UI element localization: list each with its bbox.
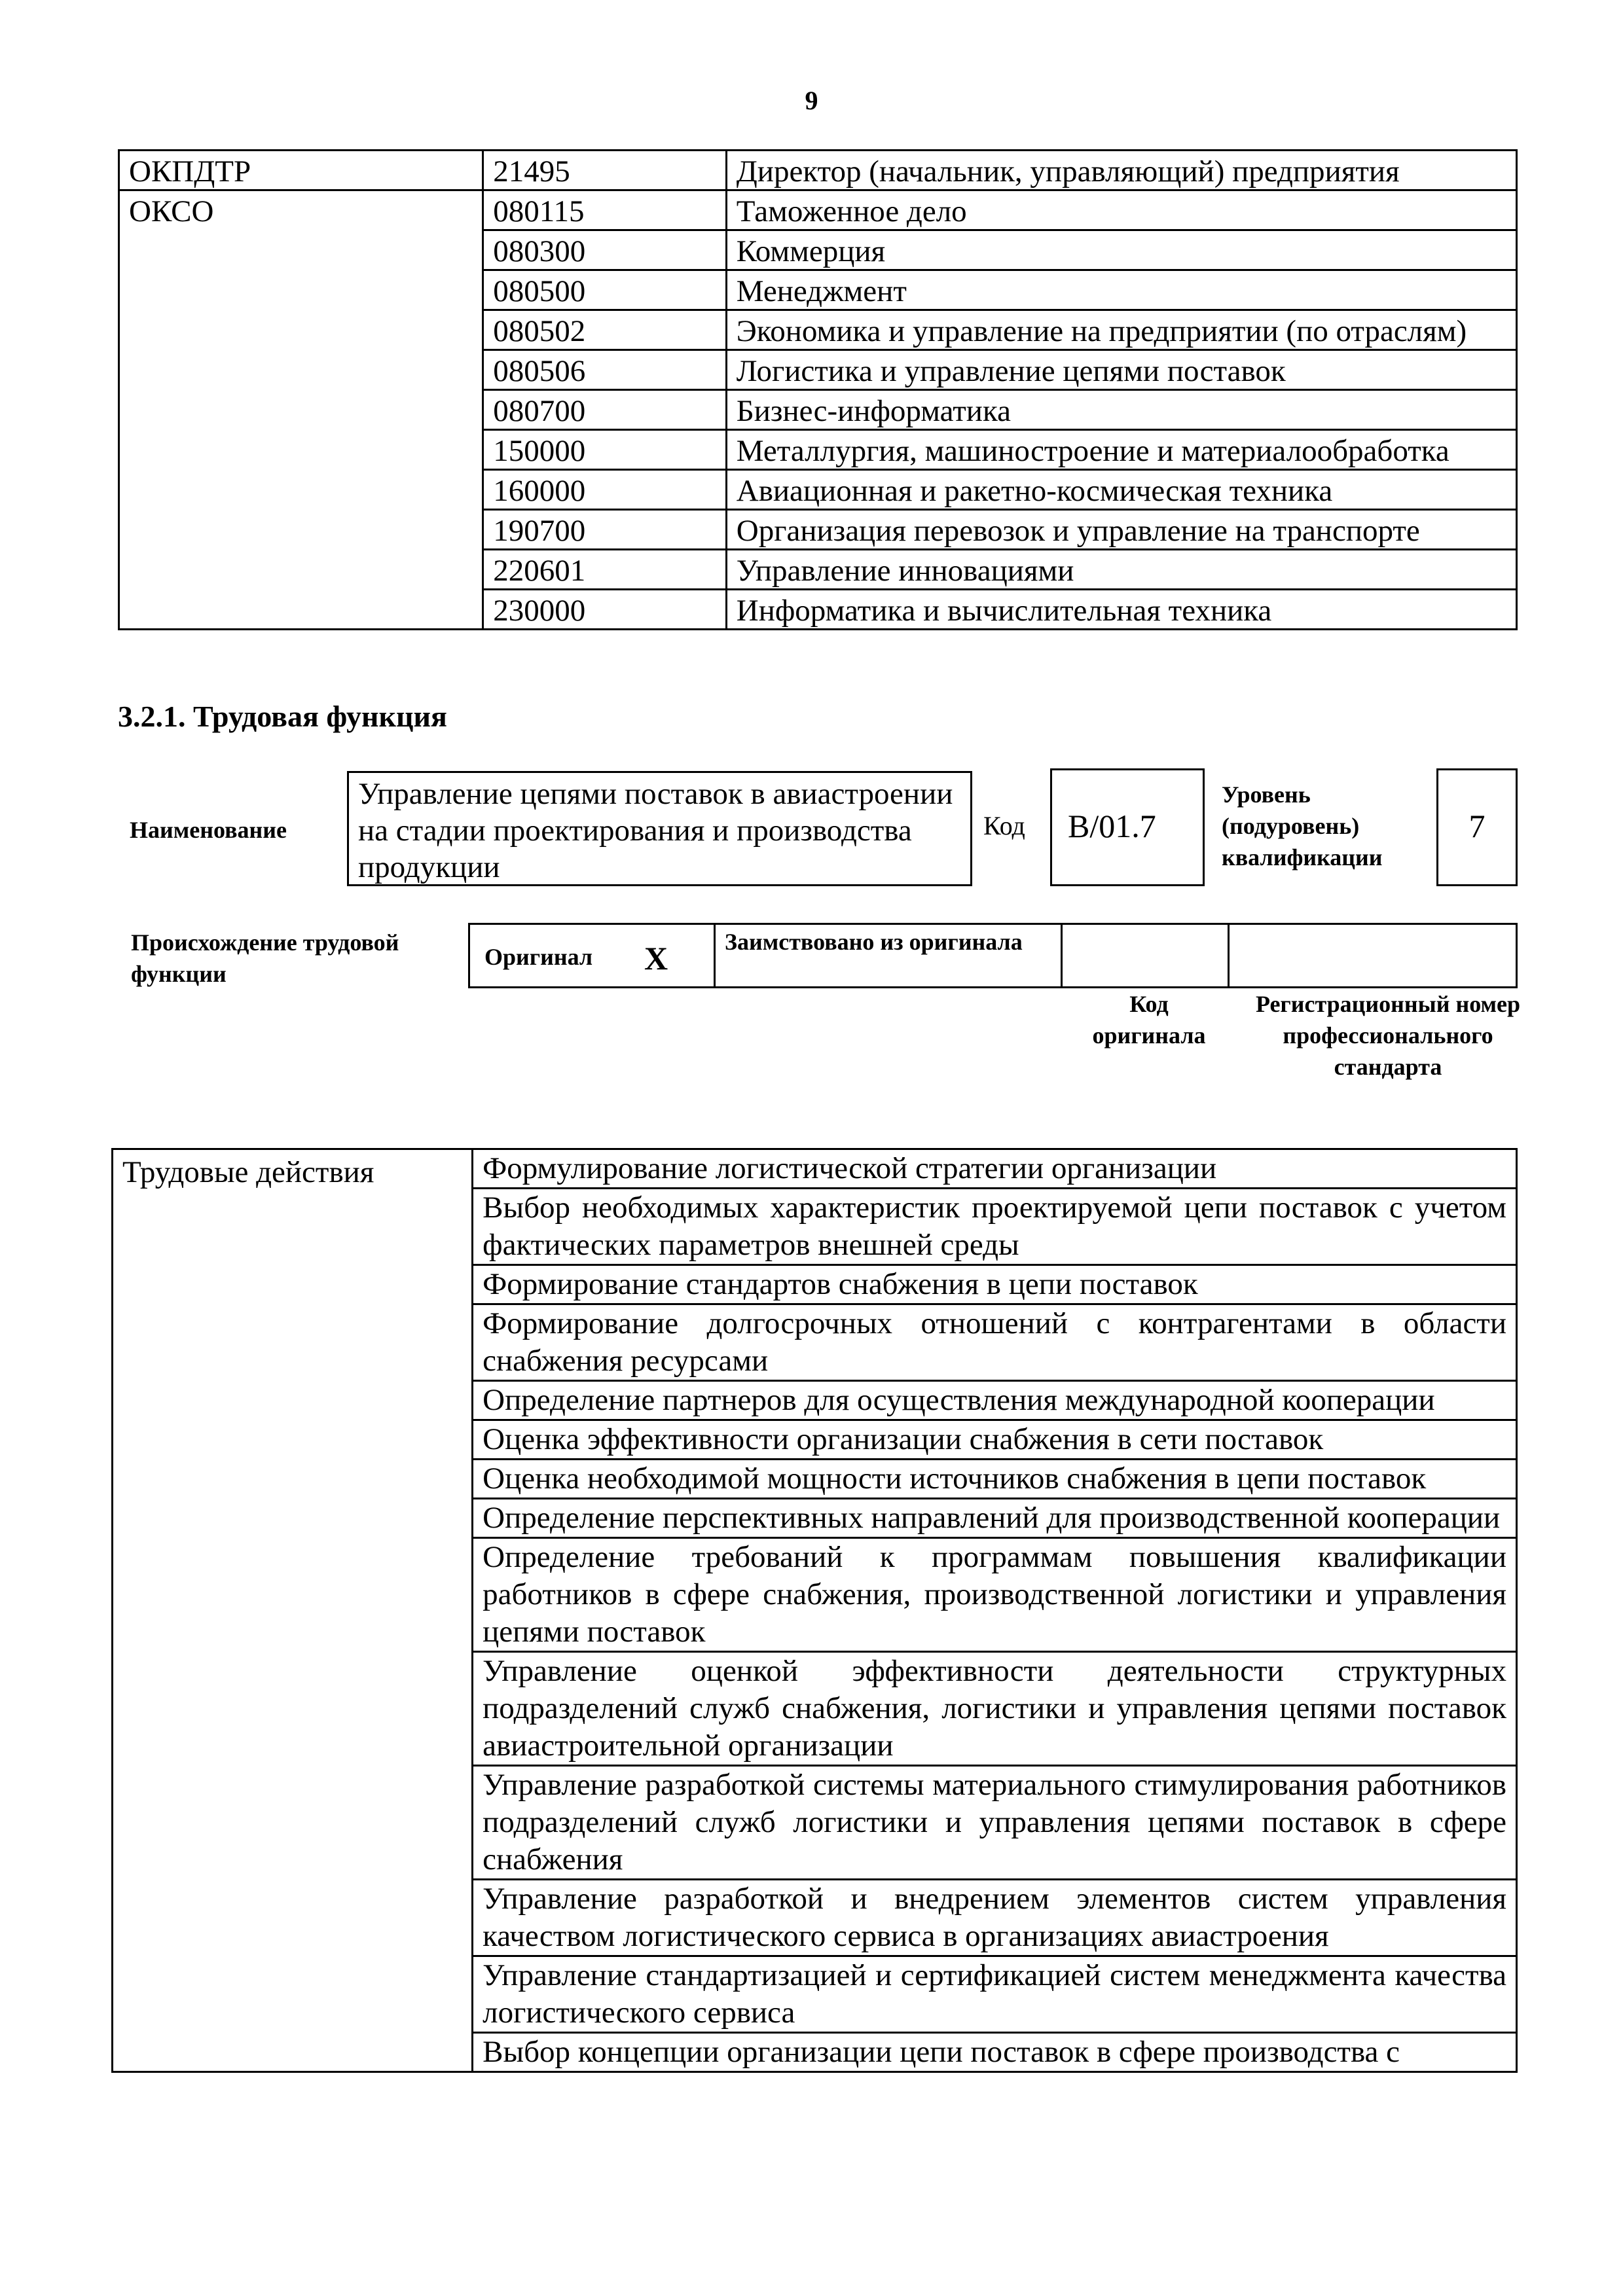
classification-row bbox=[119, 151, 1517, 190]
original-code-caption: Код оригинала bbox=[1092, 991, 1206, 1049]
labour-action-item: Управление оценкой эффективности деятельности структурных подразделений служб снабжения, логистики и управления цепями поставок авиастроительной организации bbox=[473, 1652, 1517, 1766]
classification-name: Бизнес-информатика bbox=[726, 390, 1516, 430]
classification-name: Экономика и управление на предприятии (по отраслям) bbox=[726, 310, 1516, 350]
classification-code: 080115 bbox=[483, 190, 727, 230]
labour-action-item: Выбор концепции организации цепи поставок в сфере производства с bbox=[473, 2033, 1517, 2072]
original-label: Оригинал bbox=[484, 944, 593, 970]
borrowed-label: Заимствовано из оригинала bbox=[725, 929, 1023, 955]
classification-code: 230000 bbox=[483, 590, 727, 630]
labour-action-row bbox=[113, 1149, 1517, 1189]
labour-action-item: Оценка необходимой мощности источников снабжения в цепи поставок bbox=[473, 1460, 1517, 1499]
function-name-value: Управление цепями поставок в авиастроении на стадии проектирования и производства продукции bbox=[347, 771, 972, 886]
labour-action-item: Формирование долгосрочных отношений с контрагентами в области снабжения ресурсами bbox=[473, 1304, 1517, 1381]
labour-actions-table bbox=[111, 1148, 1518, 2073]
code-label: Код bbox=[983, 811, 1025, 840]
classification-table bbox=[118, 149, 1518, 630]
classification-name: Логистика и управление цепями поставок bbox=[726, 350, 1516, 390]
qualification-level-value: 7 bbox=[1436, 768, 1518, 886]
classification-code: 080500 bbox=[483, 270, 727, 310]
original-cell bbox=[470, 925, 716, 986]
classification-name: Авиационная и ракетно-космическая техника bbox=[726, 470, 1516, 510]
classification-name: Организация перевозок и управление на транспорте bbox=[726, 510, 1516, 550]
labour-action-item: Управление стандартизацией и сертификацией систем менеджмента качества логистического сервиса bbox=[473, 1956, 1517, 2033]
name-label: Наименование bbox=[130, 817, 287, 843]
labour-action-item: Оценка эффективности организации снабжения в сети поставок bbox=[473, 1420, 1517, 1460]
level-label: Уровень (подуровень) квалификации bbox=[1222, 781, 1383, 870]
classification-name: Информатика и вычислительная техника bbox=[726, 590, 1516, 630]
classification-group: ОКСО bbox=[119, 190, 483, 630]
labour-actions-header: Трудовые действия bbox=[113, 1149, 473, 2072]
original-mark: X bbox=[644, 940, 668, 977]
classification-group: ОКПДТР bbox=[119, 151, 483, 190]
registration-number-cell bbox=[1230, 925, 1518, 986]
labour-action-item: Определение партнеров для осуществления международной кооперации bbox=[473, 1381, 1517, 1420]
classification-code: 080502 bbox=[483, 310, 727, 350]
classification-code: 220601 bbox=[483, 550, 727, 590]
function-code-value: B/01.7 bbox=[1050, 768, 1205, 886]
labour-action-item: Управление разработкой и внедрением элементов систем управления качеством логистического сервиса в организациях авиастроения bbox=[473, 1880, 1517, 1956]
labour-action-item: Формулирование логистической стратегии организации bbox=[473, 1149, 1517, 1189]
classification-code: 21495 bbox=[483, 151, 727, 190]
classification-name: Управление инновациями bbox=[726, 550, 1516, 590]
labour-action-item: Выбор необходимых характеристик проектируемой цепи поставок с учетом фактических параметров внешней среды bbox=[473, 1189, 1517, 1265]
labour-action-item: Определение перспективных направлений для производственной кооперации bbox=[473, 1499, 1517, 1538]
classification-row bbox=[119, 190, 1517, 230]
page-number: 9 bbox=[805, 86, 818, 115]
classification-name: Директор (начальник, управляющий) предприятия bbox=[726, 151, 1516, 190]
original-code-cell bbox=[1063, 925, 1230, 986]
classification-code: 080506 bbox=[483, 350, 727, 390]
classification-name: Таможенное дело bbox=[726, 190, 1516, 230]
registration-number-caption: Регистрационный номер профессионального стандарта bbox=[1255, 991, 1521, 1080]
classification-code: 190700 bbox=[483, 510, 727, 550]
classification-code: 160000 bbox=[483, 470, 727, 510]
origin-label: Происхождение трудовой функции bbox=[131, 929, 399, 987]
classification-name: Коммерция bbox=[726, 230, 1516, 270]
labour-action-item: Формирование стандартов снабжения в цепи поставок bbox=[473, 1265, 1517, 1304]
classification-name: Менеджмент bbox=[726, 270, 1516, 310]
origin-row bbox=[468, 923, 1518, 988]
classification-code: 080300 bbox=[483, 230, 727, 270]
labour-action-item: Управление разработкой системы материального стимулирования работников подразделений служб логистики и управления цепями поставок в сфере снабжения bbox=[473, 1766, 1517, 1880]
labour-action-item: Определение требований к программам повышения квалификации работников в сфере снабжения, производственной логистики и управления цепями поставок bbox=[473, 1538, 1517, 1652]
classification-code: 150000 bbox=[483, 430, 727, 470]
classification-code: 080700 bbox=[483, 390, 727, 430]
section-title: 3.2.1. Трудовая функция bbox=[118, 700, 447, 733]
classification-name: Металлургия, машиностроение и материалообработка bbox=[726, 430, 1516, 470]
borrowed-cell bbox=[716, 925, 1063, 986]
